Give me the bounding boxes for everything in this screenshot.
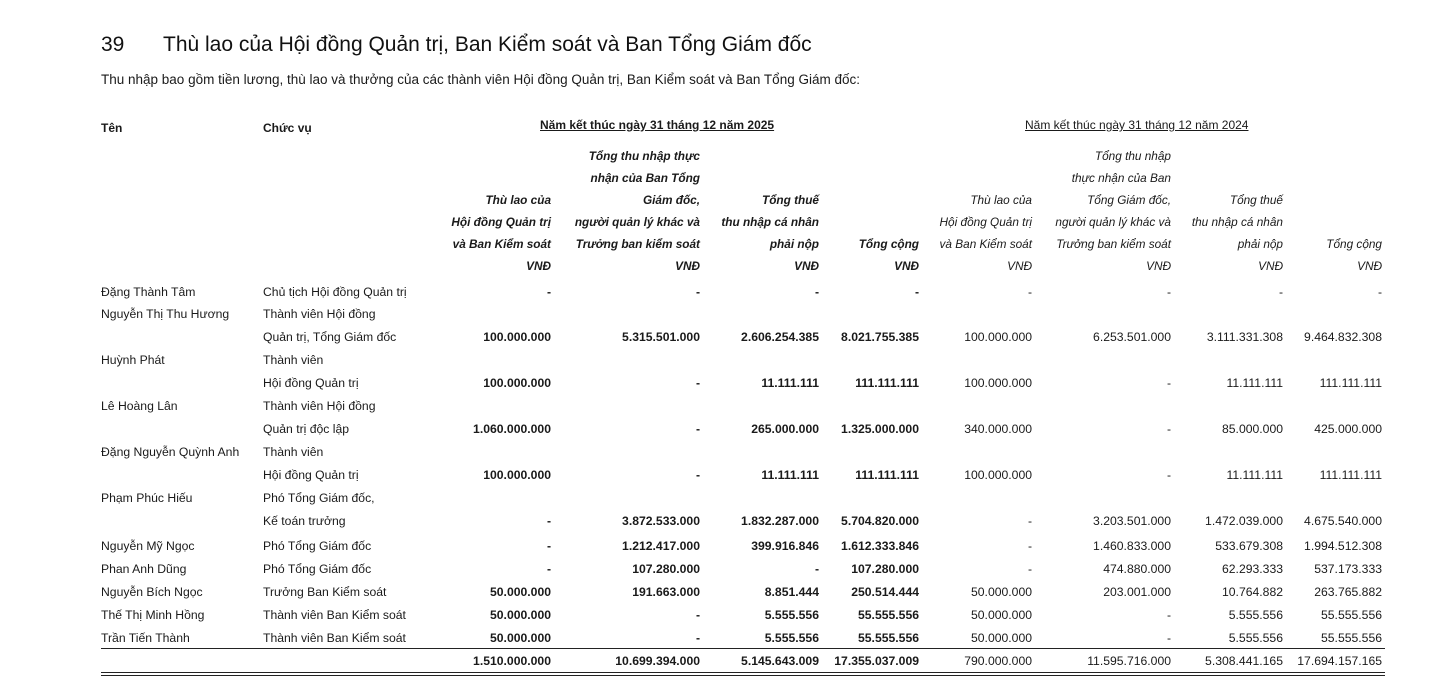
row-value: 1.325.000.000	[841, 422, 919, 436]
total-value: 5.145.643.009	[741, 654, 819, 668]
row-value: 3.111.331.308	[1206, 330, 1283, 344]
row-value: 50.000.000	[971, 631, 1032, 645]
row-position: Thành viên Hội đồng	[263, 307, 376, 321]
row-value: -	[1166, 468, 1171, 482]
row-value: -	[546, 539, 551, 553]
row-value: 55.555.556	[1321, 608, 1382, 622]
header-2024-remuneration-line: Thù lao của	[970, 193, 1032, 207]
row-value: -	[814, 285, 819, 299]
row-name: Phan Anh Dũng	[101, 562, 187, 576]
row-value: 191.663.000	[632, 585, 700, 599]
row-value: 111.111.111	[1319, 468, 1382, 482]
row-value: 474.880.000	[1103, 562, 1171, 576]
row-value: 4.675.540.000	[1304, 514, 1382, 528]
row-value: 100.000.000	[483, 376, 551, 390]
row-position: Thành viên Ban Kiểm soát	[263, 631, 406, 645]
header-2025-tax-line: thu nhập cá nhân	[721, 215, 819, 229]
section-title-text: Thù lao của Hội đồng Quản trị, Ban Kiểm soát và Ban Tổng Giám đốc	[163, 33, 812, 56]
row-value: -	[1166, 631, 1171, 645]
currency-label: VNĐ	[1258, 259, 1283, 273]
row-value: -	[695, 376, 700, 390]
row-value: -	[546, 285, 551, 299]
currency-label: VNĐ	[1357, 259, 1382, 273]
row-value: 537.173.333	[1314, 562, 1382, 576]
row-value: 5.555.556	[1228, 631, 1283, 645]
header-2025-income-line: Trưởng ban kiểm soát	[575, 237, 700, 251]
row-value: -	[1166, 285, 1171, 299]
header-2025-total-line: Tổng cộng	[858, 237, 919, 251]
row-value: 340.000.000	[964, 422, 1032, 436]
row-value: -	[914, 285, 919, 299]
row-value: 11.111.111	[1226, 468, 1283, 482]
row-name: Thế Thị Minh Hồng	[101, 608, 205, 622]
row-value: -	[1166, 608, 1171, 622]
row-value: -	[695, 422, 700, 436]
row-value: 399.916.846	[751, 539, 819, 553]
row-value: 111.111.111	[855, 376, 919, 390]
row-value: 1.612.333.846	[841, 539, 919, 553]
column-header-position: Chức vụ	[263, 121, 312, 135]
header-2024-income-line: Trưởng ban kiểm soát	[1056, 237, 1171, 251]
row-value: 55.555.556	[858, 631, 919, 645]
row-value: 1.472.039.000	[1205, 514, 1283, 528]
row-name: Huỳnh Phát	[101, 353, 165, 367]
row-value: -	[1027, 285, 1032, 299]
row-value: -	[814, 562, 819, 576]
header-2025-remuneration-line: Thù lao của	[485, 193, 551, 207]
header-2024-income-line: Tổng thu nhập	[1094, 149, 1171, 163]
row-value: 85.000.000	[1222, 422, 1283, 436]
row-value: 2.606.254.385	[741, 330, 819, 344]
row-value: 425.000.000	[1314, 422, 1382, 436]
row-position: Hội đồng Quản trị	[263, 376, 359, 390]
total-value: 10.699.394.000	[615, 654, 700, 668]
row-position: Phó Tổng Giám đốc	[263, 562, 372, 576]
row-value: 100.000.000	[483, 330, 551, 344]
total-value: 1.510.000.000	[473, 654, 551, 668]
row-name: Lê Hoàng Lân	[101, 399, 178, 413]
totals-top-rule	[101, 648, 1385, 649]
row-position: Quản trị, Tổng Giám đốc	[263, 330, 397, 344]
row-value: 50.000.000	[971, 585, 1032, 599]
row-value: -	[695, 468, 700, 482]
header-2025-tax-line: Tổng thuế	[761, 193, 819, 207]
row-name: Đặng Thành Tâm	[101, 285, 196, 299]
currency-label: VNĐ	[526, 259, 551, 273]
header-2025-tax-line: phải nộp	[769, 237, 819, 251]
row-value: 533.679.308	[1215, 539, 1283, 553]
row-position: Chủ tịch Hội đồng Quản trị	[263, 285, 407, 299]
row-value: -	[695, 608, 700, 622]
row-value: 50.000.000	[490, 585, 551, 599]
row-value: 111.111.111	[855, 468, 919, 482]
header-2024-tax-line: phải nộp	[1237, 237, 1283, 251]
row-value: 5.315.501.000	[622, 330, 700, 344]
row-position: Thành viên	[263, 445, 324, 459]
row-value: 100.000.000	[964, 468, 1032, 482]
row-value: -	[546, 514, 551, 528]
header-2024-income-line: thực nhận của Ban	[1071, 171, 1171, 185]
row-position: Thành viên Ban Kiểm soát	[263, 608, 406, 622]
row-name: Nguyễn Thị Thu Hương	[101, 307, 230, 321]
row-value: 203.001.000	[1103, 585, 1171, 599]
row-value: -	[695, 631, 700, 645]
header-2025-remuneration-line: và Ban Kiểm soát	[452, 237, 551, 251]
row-value: 8.021.755.385	[841, 330, 919, 344]
row-name: Trần Tiến Thành	[101, 631, 190, 645]
row-value: -	[1377, 285, 1382, 299]
totals-bottom-rule-2	[101, 675, 1385, 676]
header-2025-income-line: Giám đốc,	[642, 193, 700, 207]
section-number: 39	[101, 33, 125, 56]
row-name: Nguyễn Bích Ngọc	[101, 585, 203, 599]
row-value: 265.000.000	[751, 422, 819, 436]
row-value: 250.514.444	[851, 585, 919, 599]
period-header-2025: Năm kết thúc ngày 31 tháng 12 năm 2025	[540, 118, 775, 132]
row-value: -	[1166, 422, 1171, 436]
header-2025-remuneration-line: Hội đồng Quản trị	[451, 215, 551, 229]
header-2025-income-line: người quản lý khác và	[574, 215, 700, 229]
total-value: 11.595.716.000	[1087, 654, 1171, 668]
header-2024-total-line: Tổng cộng	[1326, 237, 1382, 251]
header-2024-income-line: Tổng Giám đốc,	[1087, 193, 1171, 207]
row-value: -	[1027, 514, 1032, 528]
row-value: 1.060.000.000	[473, 422, 551, 436]
row-name: Nguyễn Mỹ Ngọc	[101, 539, 195, 553]
row-position: Kế toán trưởng	[263, 514, 346, 528]
row-value: 6.253.501.000	[1093, 330, 1171, 344]
row-value: 50.000.000	[490, 631, 551, 645]
row-name: Phạm Phúc Hiếu	[101, 491, 193, 505]
currency-label: VNĐ	[1007, 259, 1032, 273]
row-value: 1.832.287.000	[741, 514, 819, 528]
row-value: 100.000.000	[964, 376, 1032, 390]
column-header-name: Tên	[101, 121, 123, 135]
row-value: 11.111.111	[761, 376, 819, 390]
row-value: -	[1278, 285, 1283, 299]
totals-bottom-rule-1	[101, 672, 1385, 673]
total-value: 790.000.000	[964, 654, 1032, 668]
row-value: 3.872.533.000	[622, 514, 700, 528]
row-value: 50.000.000	[971, 608, 1032, 622]
row-value: -	[546, 562, 551, 576]
row-name: Đặng Nguyễn Quỳnh Anh	[101, 445, 240, 459]
row-position: Phó Tổng Giám đốc,	[263, 491, 375, 505]
row-value: 9.464.832.308	[1304, 330, 1382, 344]
row-value: 50.000.000	[490, 608, 551, 622]
section-title	[101, 33, 812, 57]
period-header-2024: Năm kết thúc ngày 31 tháng 12 năm 2024	[1025, 118, 1249, 132]
row-value: 107.280.000	[632, 562, 700, 576]
total-value: 5.308.441.165	[1205, 654, 1283, 668]
row-value: 107.280.000	[851, 562, 919, 576]
row-value: 263.765.882	[1314, 585, 1382, 599]
header-2024-income-line: người quản lý khác và	[1055, 215, 1171, 229]
row-value: 5.555.556	[764, 631, 819, 645]
row-position: Hội đồng Quản trị	[263, 468, 359, 482]
row-value: -	[1027, 539, 1032, 553]
row-value: 1.460.833.000	[1093, 539, 1171, 553]
row-value: 55.555.556	[1321, 631, 1382, 645]
row-value: 111.111.111	[1319, 376, 1382, 390]
row-position: Thành viên	[263, 353, 324, 367]
row-value: 1.212.417.000	[622, 539, 700, 553]
row-position: Trưởng Ban Kiểm soát	[263, 585, 387, 599]
currency-label: VNĐ	[794, 259, 819, 273]
total-value: 17.355.037.009	[834, 654, 919, 668]
row-value: 11.111.111	[1226, 376, 1283, 390]
row-position: Phó Tổng Giám đốc	[263, 539, 372, 553]
row-value: 5.555.556	[764, 608, 819, 622]
row-value: 5.555.556	[1228, 608, 1283, 622]
header-2025-income-line: nhận của Ban Tổng	[590, 171, 700, 185]
header-2024-tax-line: Tổng thuế	[1229, 193, 1283, 207]
header-2024-remuneration-line: và Ban Kiểm soát	[939, 237, 1032, 251]
section-subtitle: Thu nhập bao gồm tiền lương, thù lao và thưởng của các thành viên Hội đồng Quản trị, Ban Kiểm soát và Ban Tổng Giám đốc:	[101, 72, 860, 87]
header-2025-income-line: Tổng thu nhập thực	[588, 149, 700, 163]
row-value: 1.994.512.308	[1304, 539, 1382, 553]
row-value: -	[1166, 376, 1171, 390]
total-value: 17.694.157.165	[1297, 654, 1382, 668]
row-value: 10.764.882	[1222, 585, 1283, 599]
row-value: 55.555.556	[858, 608, 919, 622]
row-value: 11.111.111	[761, 468, 819, 482]
row-value: 3.203.501.000	[1093, 514, 1171, 528]
row-position: Quản trị độc lập	[263, 422, 350, 436]
row-value: 8.851.444	[764, 585, 819, 599]
row-value: 100.000.000	[964, 330, 1032, 344]
currency-label: VNĐ	[675, 259, 700, 273]
row-position: Thành viên Hội đồng	[263, 399, 376, 413]
row-value: 5.704.820.000	[841, 514, 919, 528]
currency-label: VNĐ	[1146, 259, 1171, 273]
row-value: -	[695, 285, 700, 299]
row-value: -	[1027, 562, 1032, 576]
currency-label: VNĐ	[894, 259, 919, 273]
header-2024-tax-line: thu nhập cá nhân	[1191, 215, 1283, 229]
row-value: 62.293.333	[1222, 562, 1283, 576]
row-value: 100.000.000	[483, 468, 551, 482]
header-2024-remuneration-line: Hội đồng Quản trị	[939, 215, 1032, 229]
